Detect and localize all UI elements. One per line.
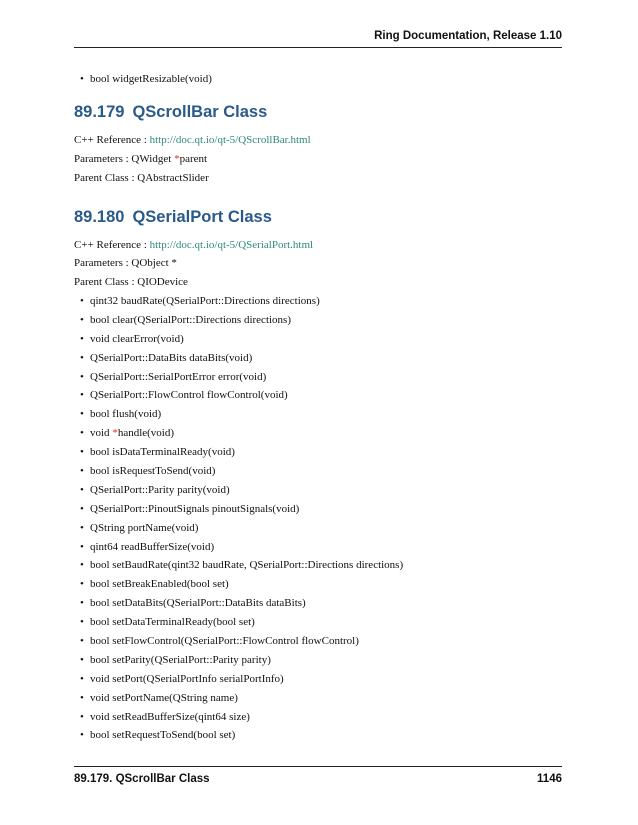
- list-item: [74, 427, 562, 440]
- list-item: [74, 295, 562, 308]
- parameters-line: Parameters : QObject *: [74, 257, 177, 270]
- cpp-reference-link[interactable]: http://doc.qt.io/qt-5/QSerialPort.html: [149, 238, 314, 251]
- section-heading-qscrollbar: [74, 102, 562, 122]
- method-signature: bool setBreakEnabled(bool set): [90, 578, 229, 591]
- running-header: Ring Documentation, Release 1.10: [374, 30, 562, 42]
- bullet-icon: •: [80, 427, 84, 440]
- header-rule: [74, 47, 562, 48]
- method-signature: void setPort(QSerialPortInfo serialPortInfo): [90, 672, 284, 685]
- footer-section-label: 89.179. QScrollBar Class: [74, 773, 210, 785]
- list-item: [74, 673, 562, 686]
- list-item: [74, 314, 562, 327]
- list-item: [74, 333, 562, 346]
- method-signature: QSerialPort::DataBits dataBits(void): [90, 351, 253, 364]
- method-signature: void setReadBufferSize(qint64 size): [90, 710, 250, 723]
- method-signature: bool isDataTerminalReady(void): [90, 446, 235, 459]
- method-signature: QSerialPort::Parity parity(void): [90, 483, 230, 496]
- parameters-name: parent: [179, 152, 208, 165]
- parameters-label: Parameters : QWidget: [74, 152, 175, 165]
- method-signature: qint64 readBufferSize(void): [90, 540, 215, 553]
- bullet-icon: •: [80, 446, 84, 459]
- method-list: [74, 295, 562, 742]
- bullet-icon: •: [80, 332, 84, 345]
- bullet-icon: •: [80, 635, 84, 648]
- bullet-icon: •: [80, 502, 84, 515]
- bullet-icon: •: [80, 408, 84, 421]
- bullet-icon: •: [80, 370, 84, 383]
- section-title-text: QScrollBar Class: [132, 103, 268, 121]
- cpp-reference-link[interactable]: http://doc.qt.io/qt-5/QScrollBar.html: [149, 134, 311, 146]
- list-item: [74, 654, 562, 667]
- section-number: 89.180: [74, 207, 125, 226]
- method-signature: void clearError(void): [90, 332, 184, 345]
- list-item: [74, 578, 562, 591]
- section-heading-qserialport: [74, 207, 562, 227]
- list-item: [74, 711, 562, 724]
- bullet-icon: •: [80, 465, 84, 477]
- cpp-reference-label: C++ Reference :: [74, 238, 150, 251]
- list-item: [74, 446, 562, 459]
- list-item: [74, 597, 562, 610]
- footer-rule: [74, 766, 562, 767]
- cpp-reference-line: [74, 239, 562, 252]
- list-item: [74, 541, 562, 554]
- list-item: [74, 408, 562, 421]
- bullet-icon: •: [80, 710, 84, 723]
- bullet-icon: •: [80, 521, 84, 534]
- parent-class-line: Parent Class : QAbstractSlider: [74, 171, 209, 184]
- bullet-icon: •: [80, 729, 84, 742]
- cpp-reference-label: C++ Reference :: [74, 134, 150, 146]
- list-item: [74, 635, 562, 648]
- list-item: [74, 729, 562, 742]
- bullet-icon: •: [80, 653, 84, 666]
- bullet-icon: •: [80, 691, 84, 704]
- bullet-icon: •: [80, 389, 84, 402]
- parameters-line: [74, 153, 562, 166]
- bullet-icon: •: [80, 483, 84, 496]
- list-item: [74, 692, 562, 705]
- pointer-star: *: [174, 152, 180, 165]
- method-signature: bool setParity(QSerialPort::Parity parity): [90, 653, 271, 666]
- method-signature: void setPortName(QString name): [90, 691, 238, 704]
- method-signature: bool setFlowControl(QSerialPort::FlowControl flowControl): [90, 635, 359, 648]
- cpp-reference-line: [74, 134, 562, 147]
- method-signature: QSerialPort::SerialPortError error(void): [90, 370, 267, 383]
- list-item: [74, 352, 562, 365]
- bullet-icon: •: [80, 597, 84, 610]
- bullet-icon: •: [80, 351, 84, 364]
- method-signature: bool clear(QSerialPort::Directions directions): [90, 313, 291, 326]
- method-signature: bool setDataTerminalReady(bool set): [90, 616, 255, 629]
- method-signature: QString portName(void): [90, 521, 199, 534]
- bullet-icon: •: [80, 540, 84, 553]
- bullet-icon: •: [80, 559, 84, 572]
- bullet-icon: •: [80, 313, 84, 326]
- intro-method-list: [74, 73, 562, 86]
- method-signature: bool flush(void): [90, 408, 162, 421]
- list-item: [74, 522, 562, 535]
- method-signature: qint32 baudRate(QSerialPort::Directions directions): [90, 294, 320, 307]
- list-item: [74, 503, 562, 516]
- parent-class-line: Parent Class : QIODevice: [74, 276, 188, 289]
- bullet-icon: •: [80, 73, 84, 85]
- list-item: [74, 559, 562, 572]
- method-signature: bool setDataBits(QSerialPort::DataBits dataBits): [90, 597, 306, 610]
- section-number: 89.179: [74, 103, 125, 121]
- pointer-star: *: [112, 427, 118, 440]
- bullet-icon: •: [80, 672, 84, 685]
- method-signature: bool setBaudRate(qint32 baudRate, QSerialPort::Directions directions): [90, 559, 404, 572]
- list-item: [74, 371, 562, 384]
- method-signature: QSerialPort::PinoutSignals pinoutSignals(void): [90, 502, 300, 515]
- list-item: [74, 616, 562, 629]
- method-signature: bool setRequestToSend(bool set): [90, 729, 236, 742]
- method-signature: bool isRequestToSend(void): [90, 465, 216, 477]
- page-content: [74, 73, 562, 748]
- list-item: [74, 389, 562, 402]
- method-signature: void *handle(void): [90, 427, 175, 440]
- section-title-text: QSerialPort Class: [132, 207, 272, 226]
- list-item: [74, 465, 562, 478]
- bullet-icon: •: [80, 578, 84, 591]
- list-item: [74, 484, 562, 497]
- page-number: 1146: [537, 773, 562, 785]
- method-signature: QSerialPort::FlowControl flowControl(void): [90, 389, 288, 402]
- bullet-icon: •: [80, 294, 84, 307]
- list-item: [74, 73, 562, 86]
- bullet-icon: •: [80, 616, 84, 629]
- method-signature: bool widgetResizable(void): [90, 73, 212, 85]
